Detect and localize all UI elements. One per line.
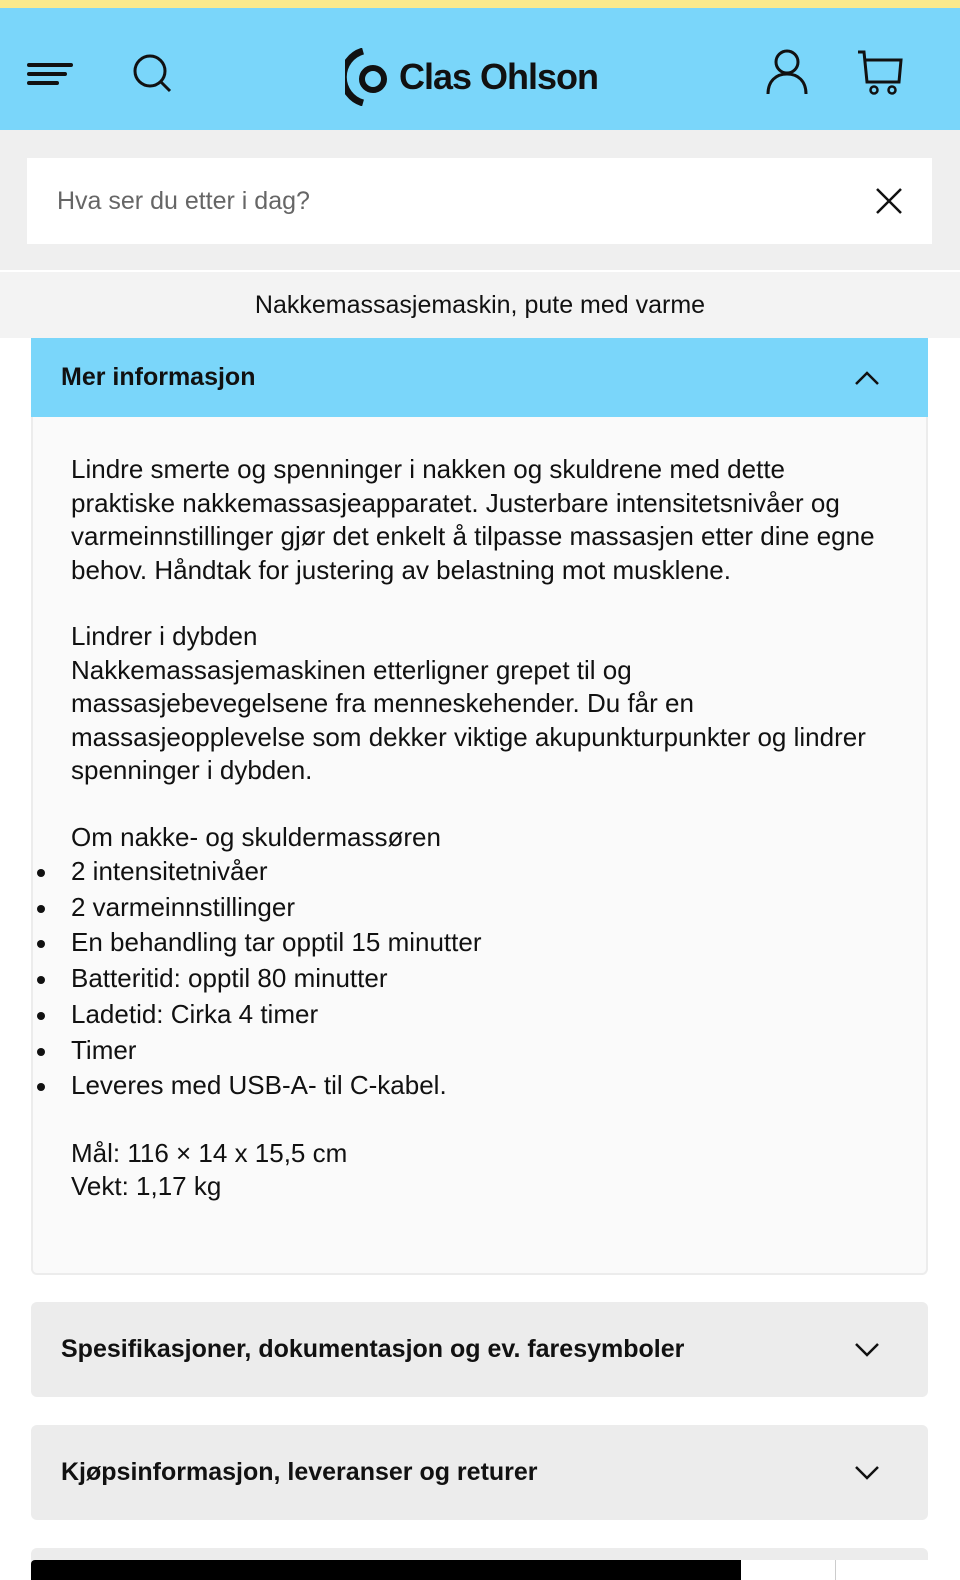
brand-logo[interactable]	[345, 48, 598, 106]
accordion-title: Spesifikasjoner, dokumentasjon og ev. faresymboler	[61, 1335, 685, 1363]
user-icon[interactable]	[762, 48, 812, 98]
dimensions: Mål: 116 × 14 x 15,5 cm	[71, 1137, 348, 1168]
list-item: 2 varmeinnstillinger	[71, 890, 888, 926]
cart-icon[interactable]	[855, 48, 905, 98]
list-item: Ladetid: Cirka 4 timer	[71, 997, 888, 1033]
bottom-action-bar	[31, 1548, 928, 1578]
section-heading: Lindrer i dybden	[71, 621, 258, 651]
accordion-content	[31, 417, 928, 1275]
accordion-title: Kjøpsinformasjon, leveranser og returer	[61, 1458, 538, 1486]
chevron-up-icon	[854, 370, 880, 386]
site-header	[0, 8, 960, 130]
logo-mark-icon	[345, 48, 391, 106]
accordion-mer-informasjon[interactable]	[31, 338, 928, 417]
add-to-cart-button[interactable]	[31, 1560, 741, 1580]
weight: Vekt: 1,17 kg	[71, 1171, 222, 1202]
list-item: 2 intensitetnivåer	[71, 854, 888, 890]
description-paragraph: Nakkemassasjemaskinen etterligner grepet til og massasjebevegelsene fra menneskehender. Du får en massasjeopplevelse som dekker viktige akupunkturpunkter og lindrer spenninger i dybden.	[71, 654, 866, 785]
accordion-spesifikasjoner[interactable]	[31, 1302, 928, 1397]
chevron-down-icon	[854, 1342, 880, 1358]
close-icon[interactable]	[874, 186, 904, 216]
search-band	[0, 130, 960, 270]
search-box	[27, 158, 932, 244]
feature-list	[71, 854, 888, 1104]
list-item: Batteritid: opptil 80 minutter	[71, 961, 888, 997]
divider	[835, 1560, 836, 1580]
section-heading: Om nakke- og skuldermassøren	[71, 821, 441, 852]
chevron-down-icon	[854, 1465, 880, 1481]
list-item: Leveres med USB-A- til C-kabel.	[71, 1068, 888, 1104]
top-strip	[0, 0, 960, 8]
accordion-title: Mer informasjon	[61, 363, 256, 391]
list-item: En behandling tar opptil 15 minutter	[71, 925, 888, 961]
menu-icon[interactable]	[27, 48, 77, 98]
search-icon[interactable]	[128, 48, 178, 98]
product-title: Nakkemassasjemaskin, pute med varme	[0, 272, 960, 338]
description-paragraph: Lindre smerte og spenninger i nakken og skuldrene med dette praktiske nakkemassasjeapparatet. Justerbare intensitetsnivåer og varmeinnstillinger gjør det enkelt å tilpasse massasjen etter dine egne behov. Håndtak for justering av belastning mot musklene.	[71, 454, 875, 585]
search-input[interactable]	[57, 187, 837, 216]
brand-name: Clas Ohlson	[399, 56, 599, 97]
accordion-kjopsinformasjon[interactable]	[31, 1425, 928, 1520]
list-item: Timer	[71, 1033, 888, 1069]
